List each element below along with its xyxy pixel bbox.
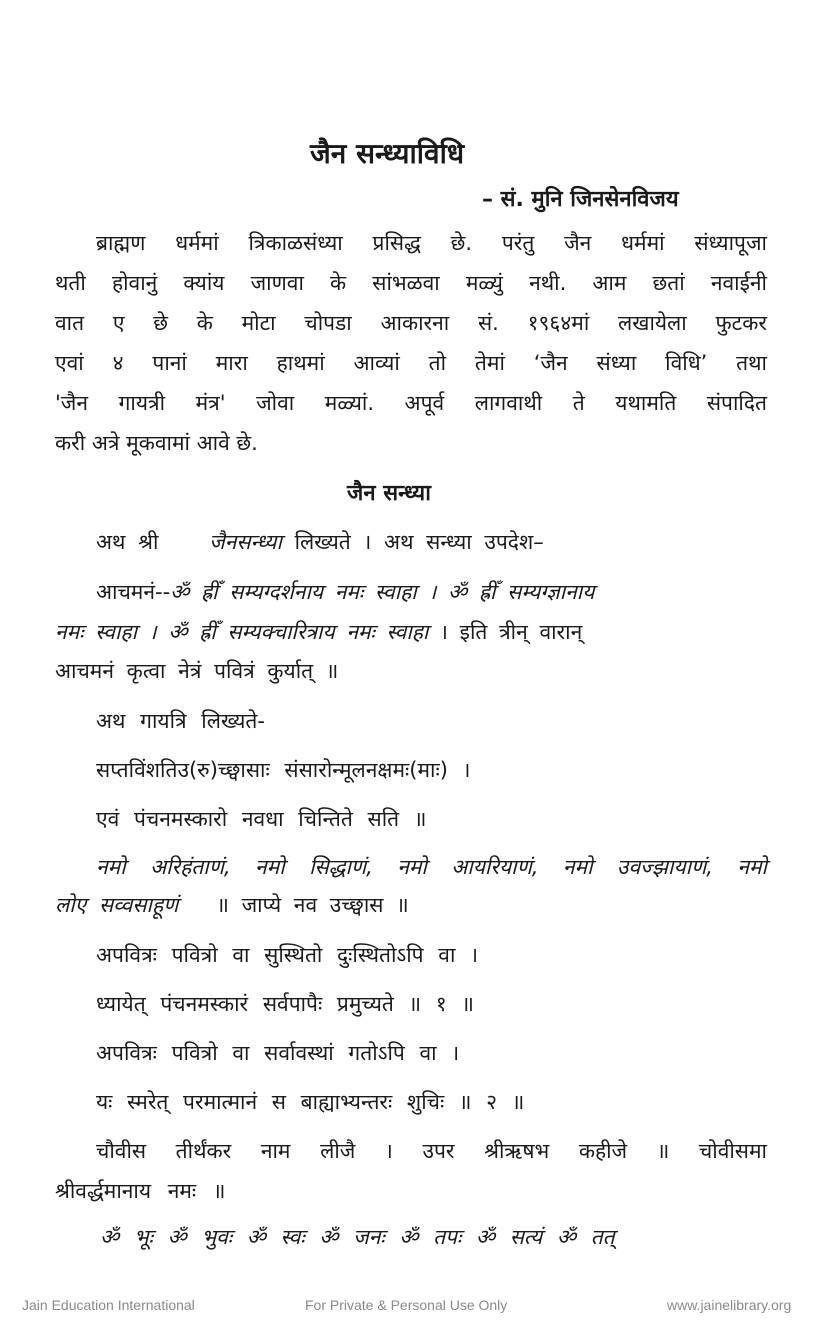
achaman-label: आचमनं--: [96, 580, 171, 604]
achaman-line-1: [96, 577, 594, 607]
intro-line-4: एवां ४ पानां मारा हाथमां आव्यां तो तेमां ‘जैन संध्या विधि’ तथा: [55, 351, 767, 375]
tirthankar-line-2: श्रीवर्द्धमानाय नमः ॥: [55, 1179, 226, 1203]
opening-italic: जैनसन्ध्या: [209, 530, 282, 554]
section-heading: जैन सन्ध्या: [347, 481, 431, 506]
navkar-line-2: [55, 890, 409, 920]
opening-suffix: लिख्यते । अथ सन्ध्या उपदेश–: [294, 530, 544, 554]
intro-line-6: करी अत्रे मूकवामां आवे छे.: [55, 431, 258, 455]
verse-line-2: एवं पंचनमस्कारो नवधा चिन्तिते सति ॥: [96, 807, 427, 831]
shloka-line-1: अपवित्रः पवित्रो वा सुस्थितो दुःस्थितोऽपि वा ।: [96, 943, 479, 967]
intro-line-3: वात ए छे के मोटा चोपडा आकारना सं. १९६४मां लखायेला फुटकर: [55, 311, 767, 335]
intro-line-2: थती होवानुं क्यांय जाणवा के सांभळवा मळ्युं नथी. आम छतां नवाईनी: [55, 271, 767, 295]
tirthankar-line-1: चौवीस तीर्थंकर नाम लीजै । उपर श्रीऋषभ कहीजे ॥ चोवीसमा: [96, 1139, 767, 1163]
achaman-line-3: आचमनं कृत्वा नेत्रं पवित्रं कुर्यात् ॥: [55, 659, 339, 683]
footer-publisher: Jain Education International: [22, 1297, 195, 1313]
intro-line-5: 'जैन गायत्री मंत्र' जोवा मळ्यां. अपूर्व लागवाथी ते यथामति संपादित: [55, 391, 767, 415]
shloka-line-3: अपवित्रः पवित्रो वा सर्वावस्थां गतोऽपि वा ।: [96, 1041, 460, 1065]
shloka-line-2: ध्यायेत् पंचनमस्कारं सर्वपापैः प्रमुच्यते ॥ १ ॥: [96, 992, 474, 1016]
achaman-line-2: [55, 617, 582, 647]
document-title: जैन सन्ध्याविधि: [310, 137, 465, 170]
opening-prefix: अथ श्री: [96, 530, 159, 554]
vyahriti-line: ॐ भूः ॐ भुवः ॐ स्वः ॐ जनः ॐ तपः ॐ सत्यं ॐ तत्: [100, 1225, 615, 1249]
navkar-ending: लोए सव्वसाहूणं: [55, 893, 179, 917]
achaman-iti: । इति त्रीन् वारान्: [440, 620, 583, 644]
shloka-line-4: यः स्मरेत् परमात्मानं स बाह्याभ्यन्तरः शुचिः ॥ २ ॥: [96, 1090, 525, 1114]
achaman-mantra-1: ॐ ह्रीँ सम्यग्दर्शनाय नमः स्वाहा । ॐ ह्रीँ सम्यग्ज्ञानाय: [170, 580, 595, 604]
achaman-mantra-2: नमः स्वाहा । ॐ ह्रीँ सम्यक्चारित्राय नमः स्वाहा: [55, 620, 429, 644]
verse-line-1: सप्तविंशतिउ(रु)च्छ्वासाः संसारोन्मूलनक्षमः(माः) ।: [96, 758, 471, 782]
intro-line-1: ब्राह्मण धर्ममां त्रिकाळसंध्या प्रसिद्ध छे. परंतु जैन धर्ममां संध्यापूजा: [96, 231, 767, 255]
opening-line: [96, 527, 544, 557]
footer-website-link[interactable]: www.jainelibrary.org: [667, 1297, 792, 1313]
navkar-jaap: ॥ जाप्ये नव उच्छ्वास ॥: [216, 893, 409, 917]
author-credit: – सं. मुनि जिनसेनविजय: [482, 187, 679, 212]
navkar-line-1: नमो अरिहंताणं, नमो सिद्धाणं, नमो आयरियाणं, नमो उवज्झायाणं, नमो: [96, 855, 767, 879]
footer-usage-notice: For Private & Personal Use Only: [305, 1297, 508, 1313]
gayatri-heading: अथ गायत्रि लिख्यते-: [96, 709, 265, 733]
